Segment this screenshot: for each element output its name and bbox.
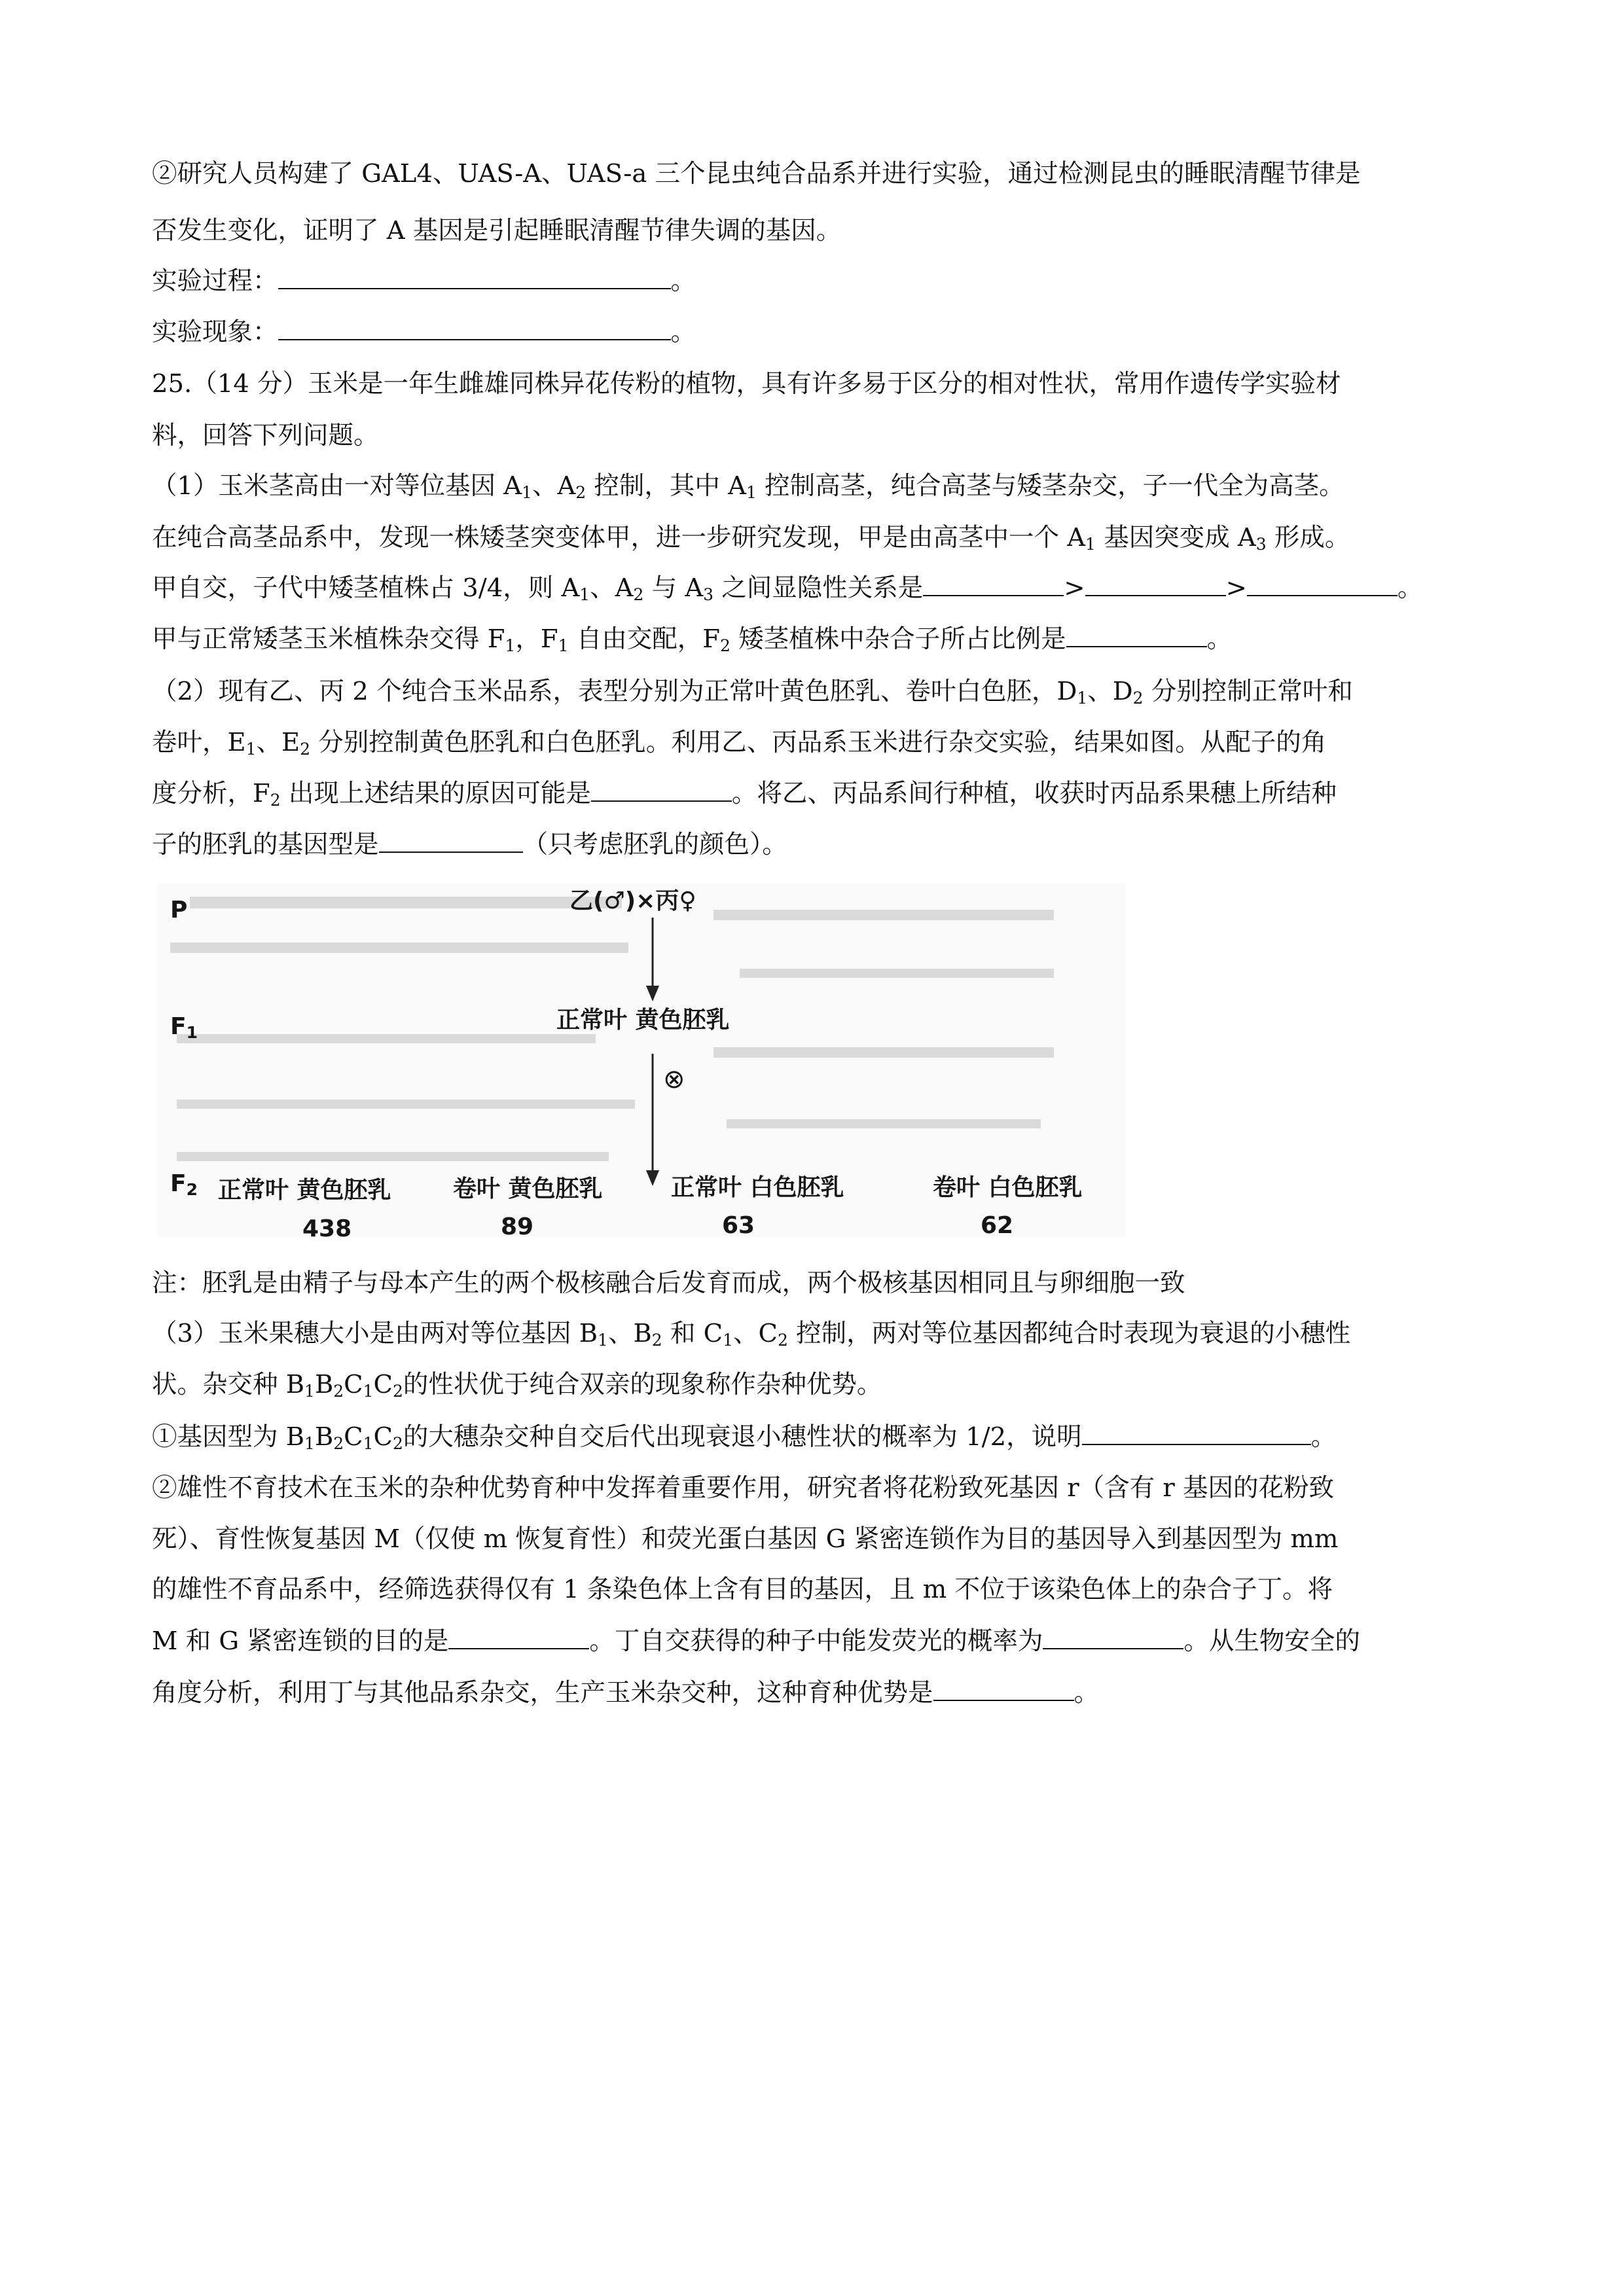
text-line: ①基因型为 $B_1B_2C_1C_2$的大穗杂交种自交后代出现衰退小穗性状的概率为 1/2，说明 。 <box>152 1420 1481 1454</box>
f2-count-2: 89 <box>501 1213 534 1240</box>
text-line: 甲与正常矮茎玉米植株杂交得 $F_1$，$F_1$ 自由交配，$F_2$ 矮茎植株中杂合子所占比例是 。 <box>152 622 1481 656</box>
text-line: 度分析，$F_2$ 出现上述结果的原因可能是 。将乙、丙品系间行种植，收获时丙品系果穗上所结种 <box>152 777 1481 811</box>
cross-diagram <box>151 870 1132 1250</box>
text-line: ②雄性不育技术在玉米的杂种优势育种中发挥着重要作用，研究者将花粉致死基因 r（含有 r 基因的花粉致 <box>152 1473 1335 1503</box>
question-25-title: 25.（14 分）玉米是一年生雌雄同株异花传粉的植物，具有许多易于区分的相对性状，常用作遗传学实验材 <box>152 369 1341 399</box>
parental-cross: 乙(♂)×丙♀ <box>569 888 696 914</box>
answer-blank[interactable] <box>278 315 671 340</box>
answer-blank[interactable] <box>448 1624 589 1649</box>
text-line: 角度分析，利用丁与其他品系杂交，生产玉米杂交种，这种育种优势是 。 <box>152 1676 1481 1710</box>
f2-count-4: 62 <box>981 1212 1014 1239</box>
text-line: （1）玉米茎高由一对等位基因 $A_1$、$A_2$ 控制，其中 $A_1$ 控制高茎，纯合高茎与矮茎杂交，子一代全为高茎。 <box>152 471 1344 502</box>
f1-phenotype: 正常叶 黄色胚乳 <box>556 1007 730 1033</box>
f2-count-1: 438 <box>302 1215 352 1242</box>
f2-phenotype-4: 卷叶 白色胚乳 <box>933 1174 1083 1201</box>
text-line: 状。杂交种 $B_1B_2C_1C_2$的性状优于纯合双亲的现象称作杂种优势。 <box>152 1370 882 1401</box>
answer-blank[interactable] <box>1043 1624 1183 1649</box>
f2-count-3: 63 <box>722 1212 755 1239</box>
figure-note: 注：胚乳是由精子与母本产生的两个极核融合后发育而成，两个极核基因相同且与卵细胞一致 <box>152 1268 1185 1298</box>
generation-label-p: P <box>170 897 188 924</box>
answer-blank[interactable] <box>278 264 671 289</box>
generation-label-f2: $F_2$ <box>170 1170 198 1199</box>
text-line: 的雄性不育品系中，经筛选获得仅有 1 条染色体上含有目的基因，且 m 不位于该染色体上的杂合子丁。将 <box>152 1575 1333 1604</box>
answer-blank[interactable] <box>1082 1420 1311 1445</box>
experiment-phenomenon-line: 实验现象： 。 <box>152 315 1481 350</box>
text-line: 在纯合高茎品系中，发现一株矮茎突变体甲，进一步研究发现，甲是由高茎中一个 $A_1$ 基因突变成 $A_3$ 形成。 <box>152 523 1350 554</box>
answer-blank[interactable] <box>379 828 523 853</box>
text-line: 甲自交，子代中矮茎植株占 3/4，则 $A_1$、$A_2$ 与 $A_3$ 之间显隐性关系是 > > 。 <box>152 571 1481 605</box>
text-line: ②研究人员构建了 GAL4、UAS-A、UAS-a 三个昆虫纯合品系并进行实验，通过检测昆虫的睡眠清醒节律是 <box>152 159 1361 188</box>
answer-blank[interactable] <box>1085 571 1226 596</box>
text-line: 料，回答下列问题。 <box>152 421 379 450</box>
answer-blank[interactable] <box>933 1676 1074 1701</box>
answer-blank[interactable] <box>1247 571 1398 596</box>
self-cross-icon: ⊗ <box>663 1064 685 1094</box>
answer-blank[interactable] <box>591 777 732 802</box>
text-line: 卷叶，$E_1$、$E_2$ 分别控制黄色胚乳和白色胚乳。利用乙、丙品系玉米进行杂交实验，结果如图。从配子的角 <box>152 728 1327 759</box>
text-line: M 和 G 紧密连锁的目的是 。丁自交获得的种子中能发荧光的概率为 。从生物安全的 <box>152 1624 1481 1659</box>
f2-phenotype-3: 正常叶 白色胚乳 <box>671 1174 844 1201</box>
f2-phenotype-1: 正常叶 黄色胚乳 <box>218 1177 391 1204</box>
answer-blank[interactable] <box>923 571 1064 596</box>
text-line: 死）、育性恢复基因 M（仅使 m 恢复育性）和荧光蛋白基因 G 紧密连锁作为目的基因导入到基因型为 mm <box>152 1524 1339 1554</box>
generation-label-f1: $F_1$ <box>170 1013 198 1042</box>
text-line: 子的胚乳的基因型是 （只考虑胚乳的颜色）。 <box>152 828 1481 862</box>
experiment-process-line: 实验过程： 。 <box>152 264 1481 298</box>
text-line: 否发生变化，证明了 A 基因是引起睡眠清醒节律失调的基因。 <box>152 216 842 245</box>
text-line: （2）现有乙、丙 2 个纯合玉米品系，表型分别为正常叶黄色胚乳、卷叶白色胚，$D_1$、$D_2$ 分别控制正常叶和 <box>152 677 1353 708</box>
text-line: （3）玉米果穗大小是由两对等位基因 $B_1$、$B_2$ 和 $C_1$、$C_2$ 控制，两对等位基因都纯合时表现为衰退的小穗性 <box>152 1319 1351 1350</box>
f2-phenotype-2: 卷叶 黄色胚乳 <box>453 1175 603 1202</box>
answer-blank[interactable] <box>1066 622 1207 647</box>
